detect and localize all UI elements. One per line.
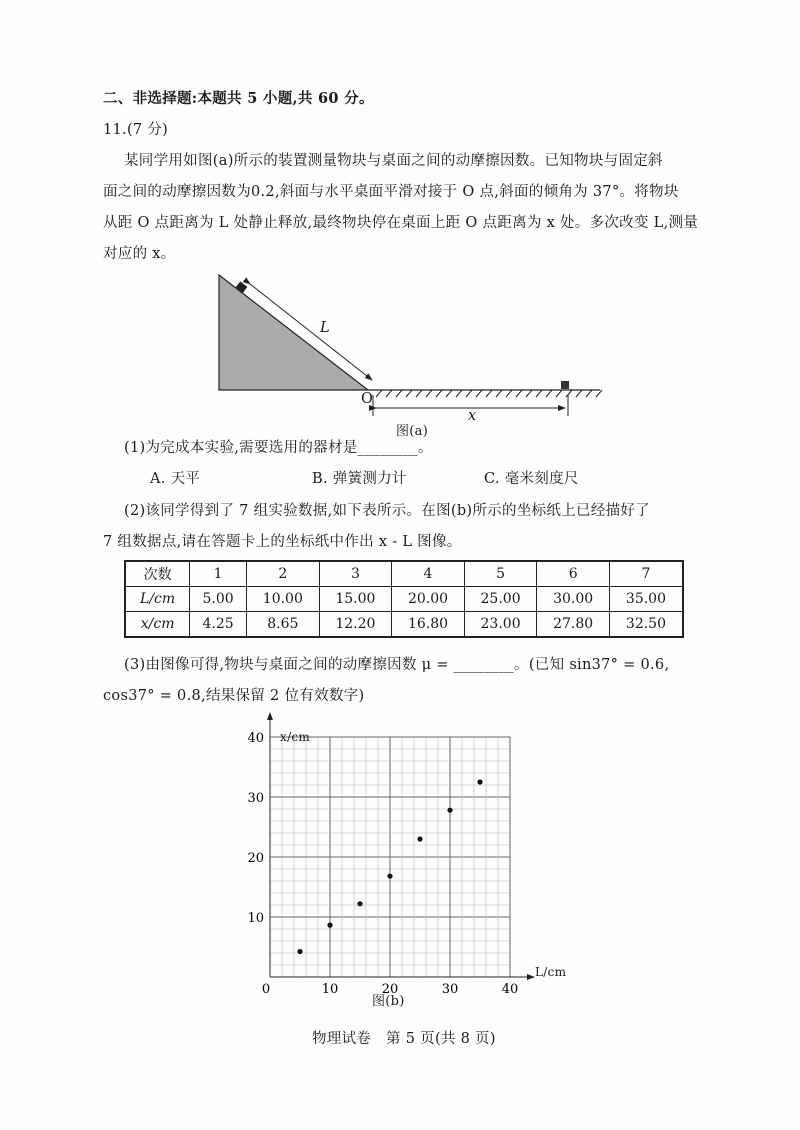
section-header: 二、非选择题:本题共 5 小题,共 60 分。 xyxy=(103,90,374,107)
q1-option-b: B. 弹簧测力计 xyxy=(312,471,407,487)
table-cell: 次数 xyxy=(125,561,190,587)
y-tick-label: 10 xyxy=(247,911,264,926)
hatch-line xyxy=(486,390,492,397)
data-point xyxy=(447,808,452,813)
y-tick-label: 40 xyxy=(247,731,264,746)
q2-line: 7 组数据点,请在答题卡上的坐标纸中作出 x - L 图像。 xyxy=(103,534,462,550)
q3-line: cos37° = 0.8,结果保留 2 位有效数字) xyxy=(103,688,365,704)
hatch-line xyxy=(426,390,432,397)
table-cell: 10.00 xyxy=(247,587,320,612)
table-cell: 5.00 xyxy=(190,587,247,612)
data-point xyxy=(297,949,302,954)
x-tick-label: 0 xyxy=(261,982,271,997)
table-cell: x/cm xyxy=(125,612,190,638)
x-axis-label: L/cm xyxy=(535,965,567,979)
hatch-line xyxy=(406,390,412,397)
q1-text: (1)为完成本实验,需要选用的器材是________。 xyxy=(124,440,433,456)
table-cell: 1 xyxy=(190,561,247,587)
intro-line: 面之间的动摩擦因数为0.2,斜面与水平桌面平滑对接于 O 点,斜面的倾角为 37°。将物块 xyxy=(103,184,679,200)
label-L: L xyxy=(320,320,330,336)
data-point xyxy=(477,779,482,784)
table-cell: 16.80 xyxy=(392,612,465,638)
label-x: x xyxy=(468,408,477,424)
table-cell: 30.00 xyxy=(537,587,610,612)
table-cell: 23.00 xyxy=(464,612,537,638)
table-row xyxy=(125,587,683,612)
hatch-line xyxy=(526,390,532,397)
table-cell: 25.00 xyxy=(464,587,537,612)
table-cell: 20.00 xyxy=(392,587,465,612)
hatch-line xyxy=(586,390,592,397)
data-point xyxy=(387,874,392,879)
y-tick-label: 30 xyxy=(247,791,264,806)
figure-b-chart xyxy=(247,713,534,997)
table-cell: 27.80 xyxy=(537,612,610,638)
hatch-line xyxy=(516,390,522,397)
figure-b-caption: 图(b) xyxy=(372,994,405,1009)
table-cell: 4.25 xyxy=(190,612,247,638)
block-rest xyxy=(561,381,569,389)
hatch-line xyxy=(566,390,572,397)
hatch-line xyxy=(596,390,602,397)
table-cell: 35.00 xyxy=(609,587,683,612)
data-point xyxy=(417,836,422,841)
data-point xyxy=(357,901,362,906)
figure-a-caption: 图(a) xyxy=(396,424,429,439)
hatch-line xyxy=(386,390,392,397)
intro-line: 某同学用如图(a)所示的装置测量物块与桌面之间的动摩擦因数。已知物块与固定斜 xyxy=(124,153,663,169)
data-table xyxy=(124,560,684,638)
hatch-line xyxy=(446,390,452,397)
intro-line: 对应的 x。 xyxy=(103,246,176,262)
hatch-line xyxy=(556,390,562,397)
intro-line: 从距 O 点距离为 L 处静止释放,最终物块停在桌面上距 O 点距离为 x 处。多次改变 L,测量 xyxy=(103,215,699,231)
table-cell: 15.00 xyxy=(319,587,392,612)
hatch-line xyxy=(506,390,512,397)
hatch-line xyxy=(416,390,422,397)
hatch-line xyxy=(466,390,472,397)
table-cell: L/cm xyxy=(125,587,190,612)
table-cell: 2 xyxy=(247,561,320,587)
hatch-line xyxy=(546,390,552,397)
table-cell: 7 xyxy=(609,561,683,587)
q1-option-a: A. 天平 xyxy=(150,471,201,487)
data-point xyxy=(327,923,332,928)
x-tick-label: 20 xyxy=(381,982,399,997)
hatch-line xyxy=(456,390,462,397)
table-cell: 6 xyxy=(537,561,610,587)
x-tick-label: 10 xyxy=(321,982,339,997)
label-O: O xyxy=(361,391,374,407)
table-row xyxy=(125,561,683,587)
table-cell: 4 xyxy=(392,561,465,587)
y-tick-label: 20 xyxy=(247,851,264,866)
hatch-line xyxy=(476,390,482,397)
hatch-line xyxy=(436,390,442,397)
table-cell: 5 xyxy=(464,561,537,587)
page-footer: 物理试卷 第 5 页(共 8 页) xyxy=(312,1031,496,1047)
table-cell: 32.50 xyxy=(609,612,683,638)
q2-line: (2)该同学得到了 7 组实验数据,如下表所示。在图(b)所示的坐标纸上已经描好了 xyxy=(124,503,650,519)
x-tick-label: 40 xyxy=(501,982,519,997)
table-cell: 8.65 xyxy=(247,612,320,638)
table-row xyxy=(125,612,683,638)
q3-line: (3)由图像可得,物块与桌面之间的动摩擦因数 μ = ________。(已知 sin37° = 0.6, xyxy=(124,657,670,673)
hatch-line xyxy=(536,390,542,397)
q1-option-c: C. 毫米刻度尺 xyxy=(484,471,579,487)
table-cell: 12.20 xyxy=(319,612,392,638)
hatch-line xyxy=(396,390,402,397)
hatch-line xyxy=(496,390,502,397)
question-number: 11.(7 分) xyxy=(103,122,169,138)
hatch-line xyxy=(376,390,382,397)
x-tick-label: 30 xyxy=(441,982,459,997)
table-cell: 3 xyxy=(319,561,392,587)
y-axis-label: x/cm xyxy=(280,730,311,744)
hatch-line xyxy=(576,390,582,397)
